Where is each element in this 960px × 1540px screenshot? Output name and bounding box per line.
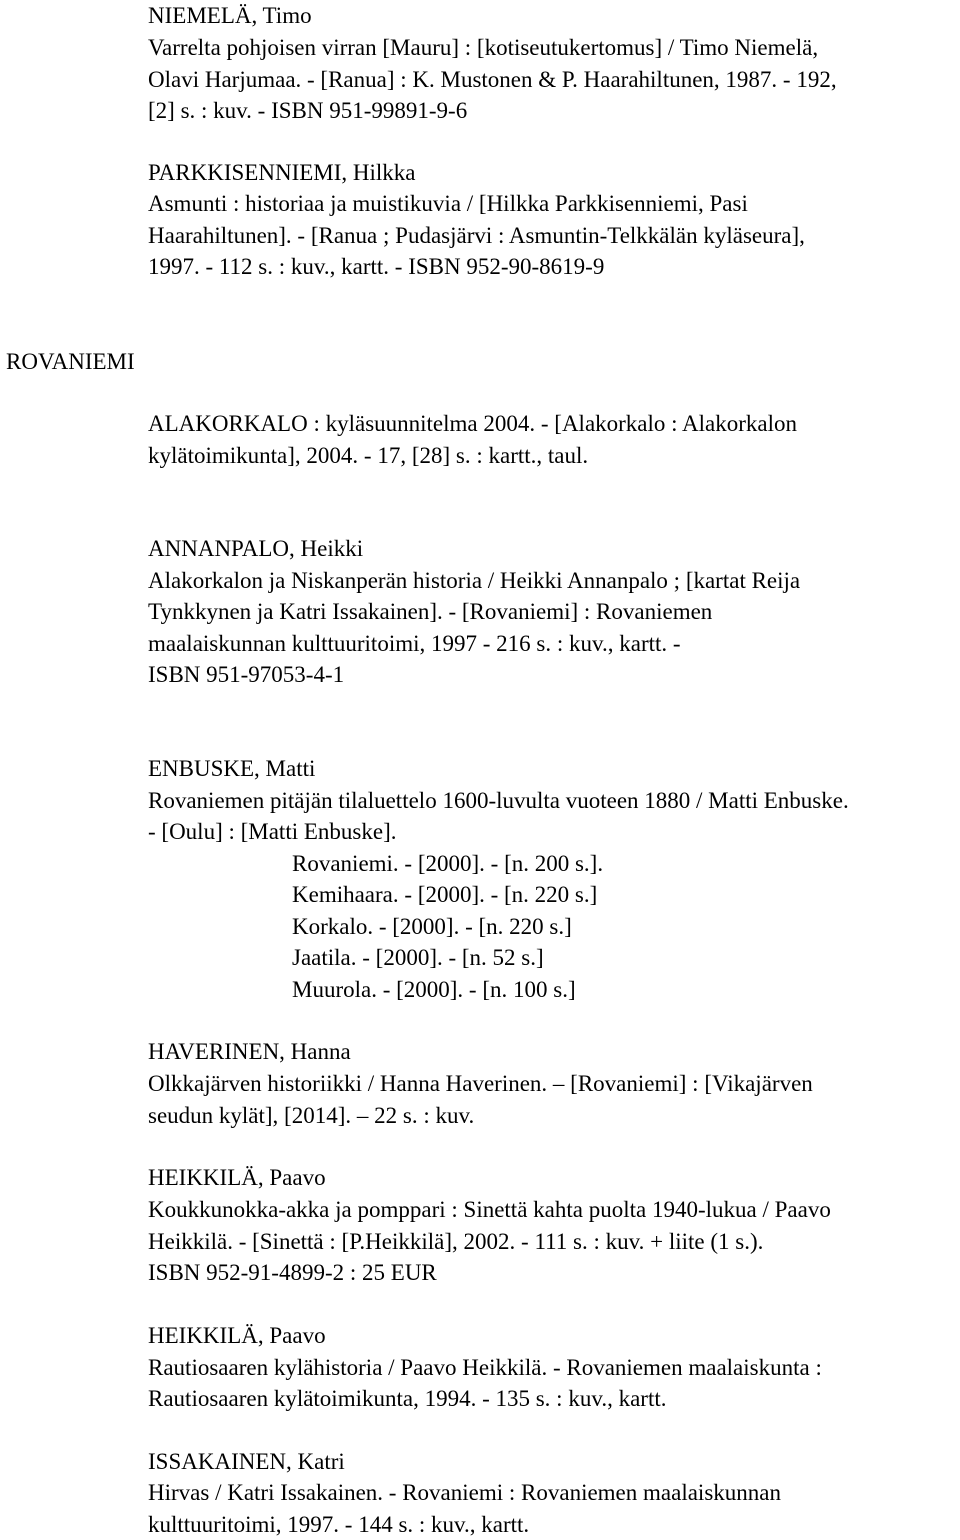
volume-line: Kemihaara. - [2000]. - [n. 220 s.]: [292, 882, 598, 907]
volume-line: Rovaniemi. - [2000]. - [n. 200 s.].: [292, 851, 604, 876]
entry-author: ANNANPALO, Heikki: [148, 536, 364, 561]
entry-line: Heikkilä. - [Sinettä : [P.Heikkilä], 2002. - 111 s. : kuv. + liite (1 s.).: [148, 1229, 764, 1254]
entry-line: - [Oulu] : [Matti Enbuske].: [148, 819, 397, 844]
entry-line: kylätoimikunta], 2004. - 17, [28] s. : kartt., taul.: [148, 443, 589, 468]
section-heading: ROVANIEMI: [6, 349, 135, 374]
entry-line: Tynkkynen ja Katri Issakainen]. - [Rovaniemi] : Rovaniemen: [148, 599, 713, 624]
entry-author: HEIKKILÄ, Paavo: [148, 1165, 326, 1190]
entry-line: Rautiosaaren kylähistoria / Paavo Heikkilä. - Rovaniemen maalaiskunta :: [148, 1355, 822, 1380]
volume-line: Korkalo. - [2000]. - [n. 220 s.]: [292, 914, 572, 939]
entry-line: Olavi Harjumaa. - [Ranua] : K. Mustonen & P. Haarahiltunen, 1987. - 192,: [148, 67, 837, 92]
entry-line: Varrelta pohjoisen virran [Mauru] : [kotiseutukertomus] / Timo Niemelä,: [148, 35, 819, 60]
volume-line: Jaatila. - [2000]. - [n. 52 s.]: [292, 945, 544, 970]
entry-line: ISBN 952-91-4899-2 : 25 EUR: [148, 1260, 437, 1285]
entry-author: NIEMELÄ, Timo: [148, 3, 312, 28]
entry-line: Hirvas / Katri Issakainen. - Rovaniemi : Rovaniemen maalaiskunnan: [148, 1480, 781, 1505]
entry-line: seudun kylät], [2014]. – 22 s. : kuv.: [148, 1103, 475, 1128]
entry-author: PARKKISENNIEMI, Hilkka: [148, 160, 416, 185]
entry-line: Asmunti : historiaa ja muistikuvia / [Hilkka Parkkisenniemi, Pasi: [148, 191, 748, 216]
entry-author: ENBUSKE, Matti: [148, 756, 316, 781]
entry-line: 1997. - 112 s. : kuv., kartt. - ISBN 952-90-8619-9: [148, 254, 605, 279]
volume-line: Muurola. - [2000]. - [n. 100 s.]: [292, 977, 576, 1002]
entry-line: Alakorkalon ja Niskanperän historia / Heikki Annanpalo ; [kartat Reija: [148, 568, 801, 593]
entry-line: Rautiosaaren kylätoimikunta, 1994. - 135 s. : kuv., kartt.: [148, 1386, 667, 1411]
entry-author: ISSAKAINEN, Katri: [148, 1449, 345, 1474]
entry-author: HEIKKILÄ, Paavo: [148, 1323, 326, 1348]
entry-line: Olkkajärven historiikki / Hanna Haverinen. – [Rovaniemi] : [Vikajärven: [148, 1071, 813, 1096]
entry-line: ALAKORKALO : kyläsuunnitelma 2004. - [Alakorkalo : Alakorkalon: [148, 411, 797, 436]
entry-line: Haarahiltunen]. - [Ranua ; Pudasjärvi : Asmuntin-Telkkälän kyläseura],: [148, 223, 805, 248]
entry-line: Koukkunokka-akka ja pomppari : Sinettä kahta puolta 1940-lukua / Paavo: [148, 1197, 831, 1222]
entry-line: kulttuuritoimi, 1997. - 144 s. : kuv., kartt.: [148, 1512, 530, 1537]
entry-line: Rovaniemen pitäjän tilaluettelo 1600-luvulta vuoteen 1880 / Matti Enbuske.: [148, 788, 849, 813]
entry-line: [2] s. : kuv. - ISBN 951-99891-9-6: [148, 98, 468, 123]
entry-line: maalaiskunnan kulttuuritoimi, 1997 - 216 s. : kuv., kartt. -: [148, 631, 681, 656]
entry-line: ISBN 951-97053-4-1: [148, 662, 345, 687]
entry-author: HAVERINEN, Hanna: [148, 1039, 351, 1064]
